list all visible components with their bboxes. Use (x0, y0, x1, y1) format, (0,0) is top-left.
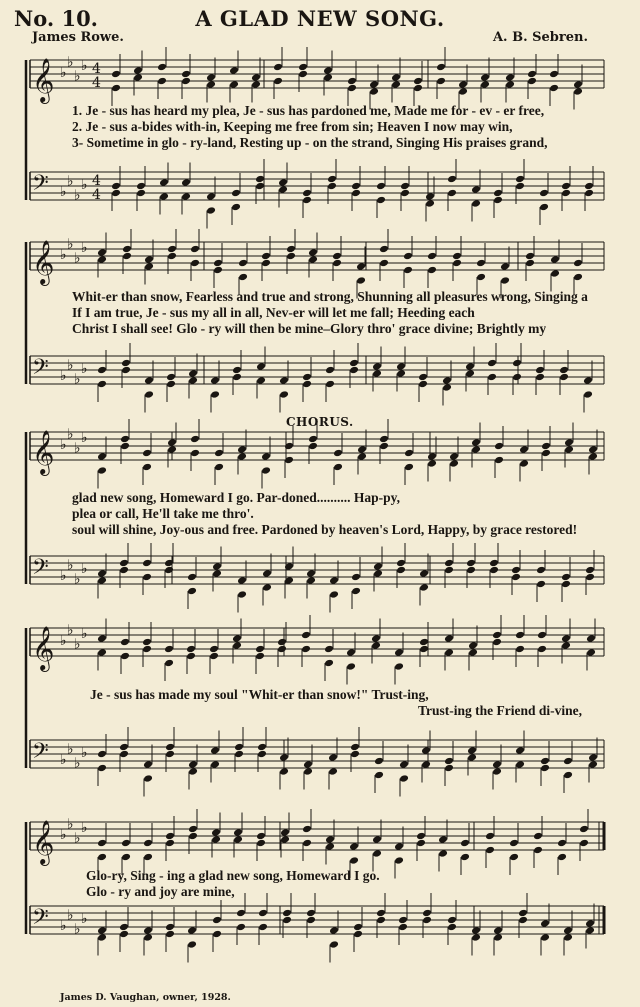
flat-sign: ♭ (60, 633, 67, 649)
lyric-line: If I am true, Je - sus my all in all, Nev-er will let me fall; Heeding each (72, 305, 475, 320)
lyric-line: Glo-ry, Sing - ing a glad new song, Homeward I go. (86, 868, 380, 883)
flat-sign: ♭ (67, 173, 74, 190)
flat-sign: ♭ (60, 827, 67, 843)
lyric-line: Je - sus has made my soul "Whit-er than snow!" Trust-ing, (90, 687, 429, 702)
flat-sign: ♭ (67, 236, 74, 253)
flat-sign: ♭ (60, 368, 67, 384)
time-signature: 4 (92, 187, 101, 203)
treble-clef: 𝄞 (32, 626, 55, 670)
copyright-notice: James D. Vaughan, owner, 1928. (60, 992, 231, 1003)
flat-sign: ♭ (74, 921, 81, 938)
flat-sign: ♭ (81, 177, 88, 193)
bass-clef: 𝄢 (32, 739, 49, 769)
flat-sign: ♭ (67, 741, 74, 758)
lyric-line: Glo - ry and joy are mine, (86, 884, 235, 899)
bass-clef: 𝄢 (32, 555, 49, 585)
hymn-number: No. 10. (14, 6, 98, 31)
flat-sign: ♭ (67, 816, 74, 833)
flat-sign: ♭ (67, 907, 74, 924)
bass-clef: 𝄢 (32, 171, 49, 201)
lyric-line: Whit-er than snow, Fearless and true and strong, Shunning all pleasures wrong, Singing a (72, 289, 588, 304)
flat-sign: ♭ (67, 426, 74, 443)
time-signature: 4 (92, 173, 101, 189)
flat-sign: ♭ (67, 54, 74, 71)
treble-clef: 𝄞 (32, 58, 55, 102)
composer-credit: A. B. Sebren. (492, 30, 588, 45)
chorus-label: CHORUS. (286, 415, 354, 429)
flat-sign: ♭ (74, 636, 81, 653)
flat-sign: ♭ (74, 371, 81, 388)
flat-sign: ♭ (74, 830, 81, 847)
lyric-line: Trust-ing the Friend di-vine, (418, 703, 583, 718)
flat-sign: ♭ (81, 626, 88, 642)
flat-sign: ♭ (67, 557, 74, 574)
lyric-line: glad new song, Homeward I go. Par-doned.......... Hap-py, (72, 490, 401, 505)
flat-sign: ♭ (81, 911, 88, 927)
lyric-line: Christ I shall see! Glo - ry will then be mine–Glory thro' grace divine; Brightly my (72, 321, 547, 336)
flat-sign: ♭ (67, 357, 74, 374)
flat-sign: ♭ (60, 568, 67, 584)
bass-clef: 𝄢 (32, 905, 49, 935)
lyric-line: plea or call, He'll take me thro'. (72, 506, 254, 521)
lyric-line: soul will shine, Joy-ous and free. Pardoned by heaven's Lord, Happy, by grace restored! (72, 522, 578, 537)
flat-sign: ♭ (81, 820, 88, 836)
lyricist-credit: James Rowe. (32, 30, 124, 45)
flat-sign: ♭ (60, 65, 67, 81)
flat-sign: ♭ (67, 622, 74, 639)
flat-sign: ♭ (81, 430, 88, 446)
flat-sign: ♭ (60, 247, 67, 263)
lyric-line: 3- Sometime in glo - ry-land, Resting up - on the strand, Singing His praises grand, (72, 135, 548, 150)
treble-clef: 𝄞 (32, 820, 55, 864)
flat-sign: ♭ (81, 745, 88, 761)
hymn-title: A GLAD NEW SONG. (195, 6, 445, 31)
flat-sign: ♭ (74, 571, 81, 588)
flat-sign: ♭ (60, 437, 67, 453)
flat-sign: ♭ (74, 187, 81, 204)
bass-clef: 𝄢 (32, 355, 49, 385)
flat-sign: ♭ (60, 752, 67, 768)
lyric-line: 1. Je - sus has heard my plea, Je - sus has pardoned me, Made me for - ev - er free, (72, 103, 545, 118)
flat-sign: ♭ (81, 561, 88, 577)
treble-clef: 𝄞 (32, 430, 55, 474)
time-signature: 4 (92, 61, 101, 77)
flat-sign: ♭ (60, 184, 67, 200)
flat-sign: ♭ (74, 755, 81, 772)
lyric-line: 2. Je - sus a-bides with-in, Keeping me free from sin; Heaven I now may win, (72, 119, 513, 134)
flat-sign: ♭ (74, 68, 81, 85)
flat-sign: ♭ (81, 240, 88, 256)
flat-sign: ♭ (74, 250, 81, 267)
flat-sign: ♭ (81, 361, 88, 377)
treble-clef: 𝄞 (32, 240, 55, 284)
flat-sign: ♭ (60, 918, 67, 934)
flat-sign: ♭ (74, 440, 81, 457)
time-signature: 4 (92, 75, 101, 91)
flat-sign: ♭ (81, 58, 88, 74)
